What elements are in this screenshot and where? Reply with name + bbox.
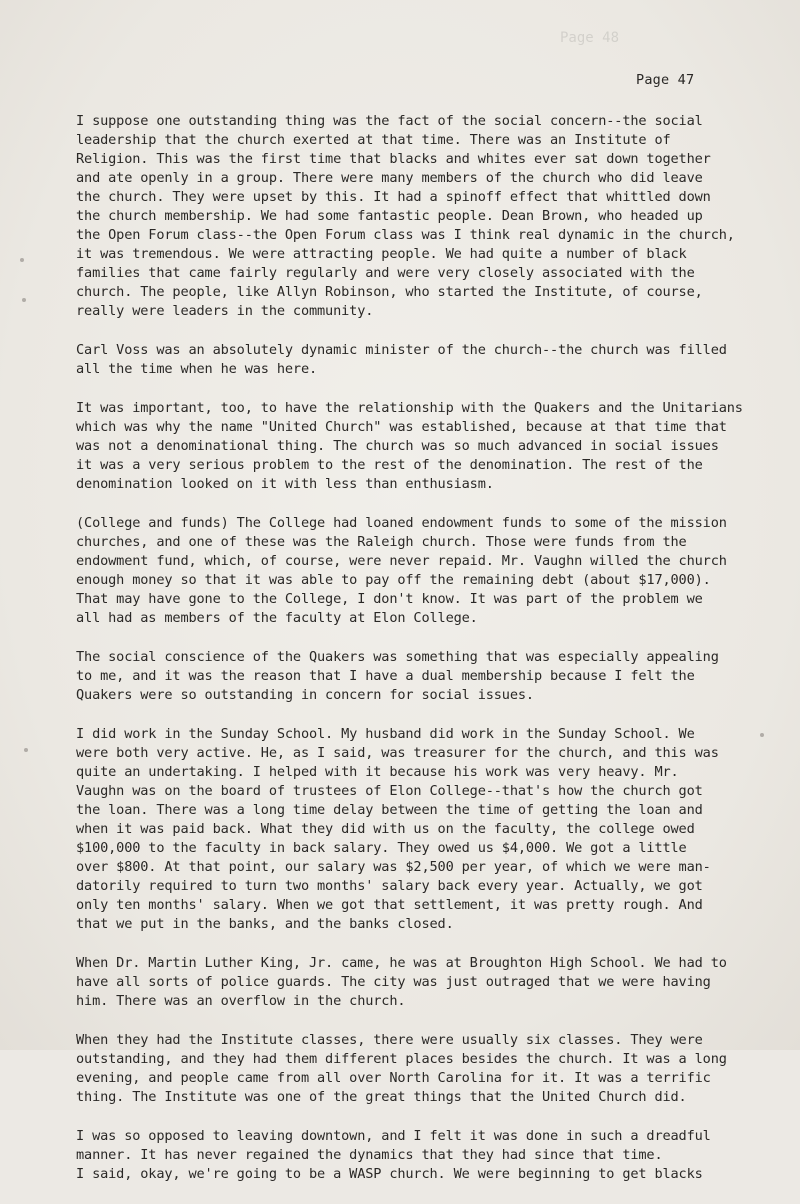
- paragraph: [76, 648, 756, 705]
- text-line: The social conscience of the Quakers was something that was especially appealing: [76, 649, 719, 665]
- text-line: church. The people, like Allyn Robinson, who started the Institute, of course,: [76, 284, 703, 300]
- text-line: was not a denominational thing. The church was so much advanced in social issues: [76, 438, 719, 454]
- text-line: That may have gone to the College, I don't know. It was part of the problem we: [76, 591, 703, 607]
- text-line: outstanding, and they had them different places besides the church. It was a long: [76, 1051, 727, 1067]
- paragraph: [76, 1031, 756, 1107]
- text-line: him. There was an overflow in the church.: [76, 993, 406, 1009]
- paragraph: [76, 1127, 756, 1184]
- text-line: have all sorts of police guards. The city was just outraged that we were having: [76, 974, 711, 990]
- text-line: only ten months' salary. When we got that settlement, it was pretty rough. And: [76, 897, 703, 913]
- text-line: (College and funds) The College had loaned endowment funds to some of the mission: [76, 515, 727, 531]
- text-line: that we put in the banks, and the banks closed.: [76, 916, 454, 932]
- text-line: When Dr. Martin Luther King, Jr. came, he was at Broughton High School. We had to: [76, 955, 727, 971]
- text-line: Carl Voss was an absolutely dynamic minister of the church--the church was filled: [76, 342, 727, 358]
- margin-speck: [20, 258, 24, 262]
- text-line: denomination looked on it with less than enthusiasm.: [76, 476, 494, 492]
- paragraph: [76, 341, 756, 379]
- text-line: families that came fairly regularly and were very closely associated with the: [76, 265, 695, 281]
- text-line: the church membership. We had some fantastic people. Dean Brown, who headed up: [76, 208, 703, 224]
- text-line: quite an undertaking. I helped with it because his work was very heavy. Mr.: [76, 764, 679, 780]
- text-line: It was important, too, to have the relationship with the Quakers and the Unitarians: [76, 400, 743, 416]
- text-line: to me, and it was the reason that I have a dual membership because I felt the: [76, 668, 695, 684]
- page-number: Page 47: [636, 72, 695, 88]
- margin-speck: [24, 748, 28, 752]
- text-line: Religion. This was the first time that blacks and whites ever sat down together: [76, 151, 711, 167]
- text-line: the Open Forum class--the Open Forum class was I think real dynamic in the church,: [76, 227, 735, 243]
- paragraph: [76, 954, 756, 1011]
- paragraph: [76, 112, 756, 321]
- text-line: the church. They were upset by this. It had a spinoff effect that whittled down: [76, 189, 711, 205]
- text-line: $100,000 to the faculty in back salary. They owed us $4,000. We got a little: [76, 840, 687, 856]
- text-line: it was tremendous. We were attracting people. We had quite a number of black: [76, 246, 687, 262]
- text-line: I did work in the Sunday School. My husband did work in the Sunday School. We: [76, 726, 695, 742]
- margin-speck: [22, 298, 26, 302]
- text-line: the loan. There was a long time delay between the time of getting the loan and: [76, 802, 703, 818]
- text-line: Vaughn was on the board of trustees of Elon College--that's how the church got: [76, 783, 703, 799]
- text-line: over $800. At that point, our salary was $2,500 per year, of which we were man-: [76, 859, 711, 875]
- text-line: were both very active. He, as I said, was treasurer for the church, and this was: [76, 745, 719, 761]
- text-line: when it was paid back. What they did with us on the faculty, the college owed: [76, 821, 695, 837]
- body-text: [76, 112, 756, 1204]
- text-line: endowment fund, which, of course, were never repaid. Mr. Vaughn willed the church: [76, 553, 727, 569]
- text-line: and ate openly in a group. There were many members of the church who did leave: [76, 170, 703, 186]
- text-line: all had as members of the faculty at Elon College.: [76, 610, 478, 626]
- text-line: I was so opposed to leaving downtown, and I felt it was done in such a dreadful: [76, 1128, 711, 1144]
- paragraph: [76, 514, 756, 628]
- text-line: leadership that the church exerted at that time. There was an Institute of: [76, 132, 671, 148]
- paragraph: [76, 725, 756, 934]
- text-line: thing. The Institute was one of the great things that the United Church did.: [76, 1089, 687, 1105]
- text-line: I suppose one outstanding thing was the fact of the social concern--the social: [76, 113, 703, 129]
- text-line: manner. It has never regained the dynamics that they had since that time.: [76, 1147, 663, 1163]
- text-line: all the time when he was here.: [76, 361, 318, 377]
- margin-speck: [760, 733, 764, 737]
- text-line: When they had the Institute classes, there were usually six classes. They were: [76, 1032, 703, 1048]
- text-line: enough money so that it was able to pay off the remaining debt (about $17,000).: [76, 572, 711, 588]
- bleed-through-text: Page 48: [560, 30, 620, 46]
- paragraph: [76, 399, 756, 494]
- text-line: it was a very serious problem to the rest of the denomination. The rest of the: [76, 457, 703, 473]
- text-line: churches, and one of these was the Raleigh church. Those were funds from the: [76, 534, 687, 550]
- text-line: evening, and people came from all over North Carolina for it. It was a terrific: [76, 1070, 711, 1086]
- text-line: really were leaders in the community.: [76, 303, 374, 319]
- text-line: datorily required to turn two months' salary back every year. Actually, we got: [76, 878, 703, 894]
- text-line: Quakers were so outstanding in concern for social issues.: [76, 687, 534, 703]
- text-line: I said, okay, we're going to be a WASP church. We were beginning to get blacks: [76, 1166, 703, 1182]
- text-line: which was why the name "United Church" was established, because at that time that: [76, 419, 727, 435]
